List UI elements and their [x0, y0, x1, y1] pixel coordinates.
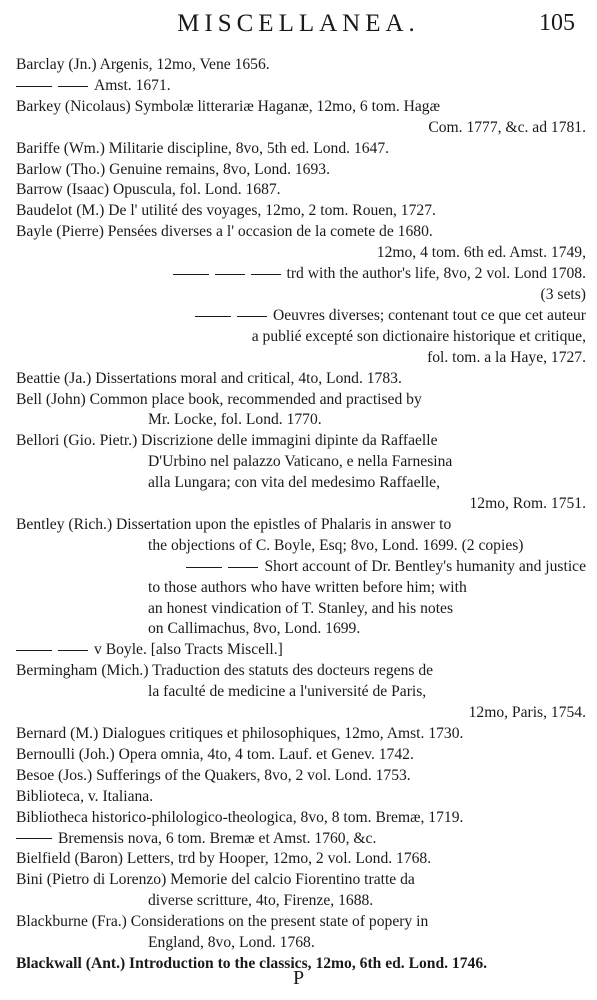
entry-text: 12mo, Paris, 1754.: [468, 704, 586, 722]
entry-text: Bayle (Pierre) Pensées diverses a l' occasion de la comete de 1680.: [16, 223, 433, 241]
entry-continuation-line: [16, 285, 586, 306]
entry-heading-line: [16, 431, 586, 452]
signature-mark: P: [292, 967, 305, 989]
catalogue-entry: [16, 55, 586, 76]
catalogue-entry: [16, 849, 586, 870]
ditto-dash: [195, 316, 231, 317]
entry-continuation-line: [16, 243, 586, 264]
entry-heading-line: [16, 369, 586, 390]
entry-continuation-line: [16, 348, 586, 369]
entry-heading-line: [16, 808, 586, 829]
entry-heading-line: [16, 201, 586, 222]
ditto-dash: [228, 567, 258, 568]
entry-heading-line: [16, 139, 586, 160]
entry-continuation-line: [16, 327, 586, 348]
entry-text: Biblioteca, v. Italiana.: [16, 787, 154, 805]
running-header: [0, 6, 597, 40]
catalogue-entry: [16, 557, 586, 641]
ditto-dash: [237, 316, 267, 317]
entry-text: Beattie (Ja.) Dissertations moral and critical, 4to, Lond. 1783.: [16, 369, 402, 387]
entry-heading-line: [16, 870, 586, 891]
entry-text: Amst. 1671.: [94, 76, 171, 94]
entry-text: D'Urbino nel palazzo Vaticano, e nella Farnesina: [148, 453, 453, 471]
entry-continuation-line: [16, 578, 586, 599]
entry-heading-line: [16, 849, 586, 870]
entry-heading-line: [16, 97, 586, 118]
entry-continuation-line: [16, 410, 586, 431]
entry-heading-line: [16, 557, 586, 578]
entry-text: Mr. Locke, fol. Lond. 1770.: [148, 411, 322, 429]
entry-heading-line: [16, 661, 586, 682]
entry-heading-line: [16, 912, 586, 933]
entry-heading-line: [16, 306, 586, 327]
entry-text: Com. 1777, &c. ad 1781.: [428, 118, 586, 136]
ditto-dash: [16, 650, 52, 651]
entry-text: Bariffe (Wm.) Militarie discipline, 8vo, 5th ed. Lond. 1647.: [16, 139, 390, 157]
entry-text: Bellori (Gio. Pietr.) Discrizione delle immagini dipinte da Raffaelle: [16, 432, 438, 450]
entry-text: Besoe (Jos.) Sufferings of the Quakers, 8vo, 2 vol. Lond. 1753.: [16, 766, 411, 784]
entry-heading-line: [16, 390, 586, 411]
entry-text: Blackburne (Fra.) Considerations on the present state of popery in: [16, 913, 429, 931]
entry-text: v Boyle. [also Tracts Miscell.]: [94, 641, 283, 659]
catalogue-entry: [16, 201, 586, 222]
entry-text: Bermingham (Mich.) Traduction des statuts des docteurs regens de: [16, 662, 434, 680]
entry-heading-line: [16, 76, 586, 97]
entry-text: Bell (John) Common place book, recommended and practised by: [16, 390, 422, 408]
catalogue-entry: [16, 76, 586, 97]
ditto-dash: [186, 567, 222, 568]
entry-heading-line: [16, 640, 586, 661]
catalogue-entry: [16, 306, 586, 369]
entry-heading-line: [16, 222, 586, 243]
entry-continuation-line: [16, 452, 586, 473]
ditto-dash: [173, 274, 209, 275]
entry-text: Barkey (Nicolaus) Symbolæ litterariæ Haganæ, 12mo, 6 tom. Hagæ: [16, 97, 441, 115]
catalogue-entry: [16, 870, 586, 912]
entry-text: 12mo, 4 tom. 6th ed. Amst. 1749,: [376, 244, 586, 262]
entry-text: alla Lungara; con vita del medesimo Raffaelle,: [148, 474, 440, 492]
entry-text: England, 8vo, Lond. 1768.: [148, 934, 315, 952]
entry-text: Bielfield (Baron) Letters, trd by Hooper, 12mo, 2 vol. Lond. 1768.: [16, 850, 432, 868]
catalogue-entry: [16, 640, 586, 661]
entry-text: trd with the author's life, 8vo, 2 vol. Lond 1708.: [286, 265, 586, 283]
entry-continuation-line: [16, 891, 586, 912]
catalogue-entry: [16, 724, 586, 745]
entry-continuation-line: [16, 473, 586, 494]
ditto-dash: [251, 274, 281, 275]
entry-text: (3 sets): [540, 285, 586, 303]
page-number: 105: [539, 10, 575, 36]
catalogue-entry: [16, 180, 586, 201]
entry-text: diverse scritture, 4to, Firenze, 1688.: [148, 892, 374, 910]
catalogue-entry: [16, 160, 586, 181]
entry-heading-line: [16, 55, 586, 76]
entry-text: Barclay (Jn.) Argenis, 12mo, Vene 1656.: [16, 56, 270, 73]
entry-heading-line: [16, 787, 586, 808]
entry-continuation-line: [16, 599, 586, 620]
entry-text: Bernard (M.) Dialogues critiques et philosophiques, 12mo, Amst. 1730.: [16, 725, 464, 742]
ditto-dash: [16, 838, 52, 839]
ditto-dash: [58, 86, 88, 87]
entry-text: on Callimachus, 8vo, Lond. 1699.: [148, 620, 361, 638]
entry-heading-line: [16, 180, 586, 201]
ditto-dash: [58, 650, 88, 651]
catalogue-entry: [16, 139, 586, 160]
entry-text: Bremensis nova, 6 tom. Bremæ et Amst. 1760, &c.: [58, 829, 377, 847]
entry-heading-line: [16, 829, 586, 850]
catalogue-entry: [16, 97, 586, 139]
entry-continuation-line: [16, 682, 586, 703]
catalogue-entry: [16, 369, 586, 390]
entry-continuation-line: [16, 933, 586, 954]
page-title: MISCELLANEA.: [177, 10, 420, 37]
catalogue-entry: [16, 222, 586, 306]
catalogue-entry: [16, 661, 586, 724]
catalogue-entry: [16, 745, 586, 766]
entry-heading-line: [16, 724, 586, 745]
entry-heading-line: [16, 766, 586, 787]
entry-text: Short account of Dr. Bentley's humanity and justice: [264, 557, 586, 575]
entry-text: Bernoulli (Joh.) Opera omnia, 4to, 4 tom. Lauf. et Genev. 1742.: [16, 745, 414, 763]
entry-text: fol. tom. a la Haye, 1727.: [427, 348, 586, 366]
entry-text: Bentley (Rich.) Dissertation upon the epistles of Phalaris in answer to: [16, 515, 452, 533]
entry-text: Barlow (Tho.) Genuine remains, 8vo, Lond. 1693.: [16, 160, 330, 178]
entry-heading-line: [16, 745, 586, 766]
entry-text: Bini (Pietro di Lorenzo) Memorie del calcio Fiorentino tratte da: [16, 871, 415, 889]
entry-continuation-line: [16, 494, 586, 515]
entry-text: Baudelot (M.) De l' utilité des voyages, 12mo, 2 tom. Rouen, 1727.: [16, 202, 436, 220]
entry-text: 12mo, Rom. 1751.: [469, 495, 586, 513]
entry-text: Bibliotheca historico-philologico-theologica, 8vo, 8 tom. Bremæ, 1719.: [16, 808, 464, 826]
entry-text: to those authors who have written before him; with: [148, 578, 467, 596]
entry-continuation-line: [16, 703, 586, 724]
catalogue-entry: [16, 829, 586, 850]
entry-heading-line: [16, 515, 586, 536]
catalogue-entry: [16, 766, 586, 787]
ditto-dash: [215, 274, 245, 275]
catalogue-entry: [16, 808, 586, 829]
catalogue-entry: [16, 912, 586, 954]
entry-text: Blackwall (Ant.) Introduction to the classics, 12mo, 6th ed. Lond. 1746.: [16, 954, 488, 972]
entry-text: a publié excepté son dictionaire historique et critique,: [251, 327, 586, 345]
ditto-dash: [16, 86, 52, 87]
catalogue-entry: [16, 390, 586, 432]
entry-continuation-line: [16, 536, 586, 557]
entry-continuation-line: [16, 264, 586, 285]
entry-text: Oeuvres diverses; contenant tout ce que cet auteur: [272, 306, 586, 324]
entry-text: Barrow (Isaac) Opuscula, fol. Lond. 1687.: [16, 181, 281, 199]
entry-continuation-line: [16, 619, 586, 640]
entry-text: an honest vindication of T. Stanley, and his notes: [148, 599, 454, 617]
catalogue-entry: [16, 515, 586, 557]
entry-text: la faculté de medicine a l'université de Paris,: [148, 683, 427, 701]
catalogue-entry: [16, 787, 586, 808]
entry-continuation-line: [16, 118, 586, 139]
entry-text: the objections of C. Boyle, Esq; 8vo, Lond. 1699. (2 copies): [148, 536, 524, 554]
entry-heading-line: [16, 160, 586, 181]
catalogue-entries: [16, 55, 586, 975]
catalogue-entry: [16, 431, 586, 515]
